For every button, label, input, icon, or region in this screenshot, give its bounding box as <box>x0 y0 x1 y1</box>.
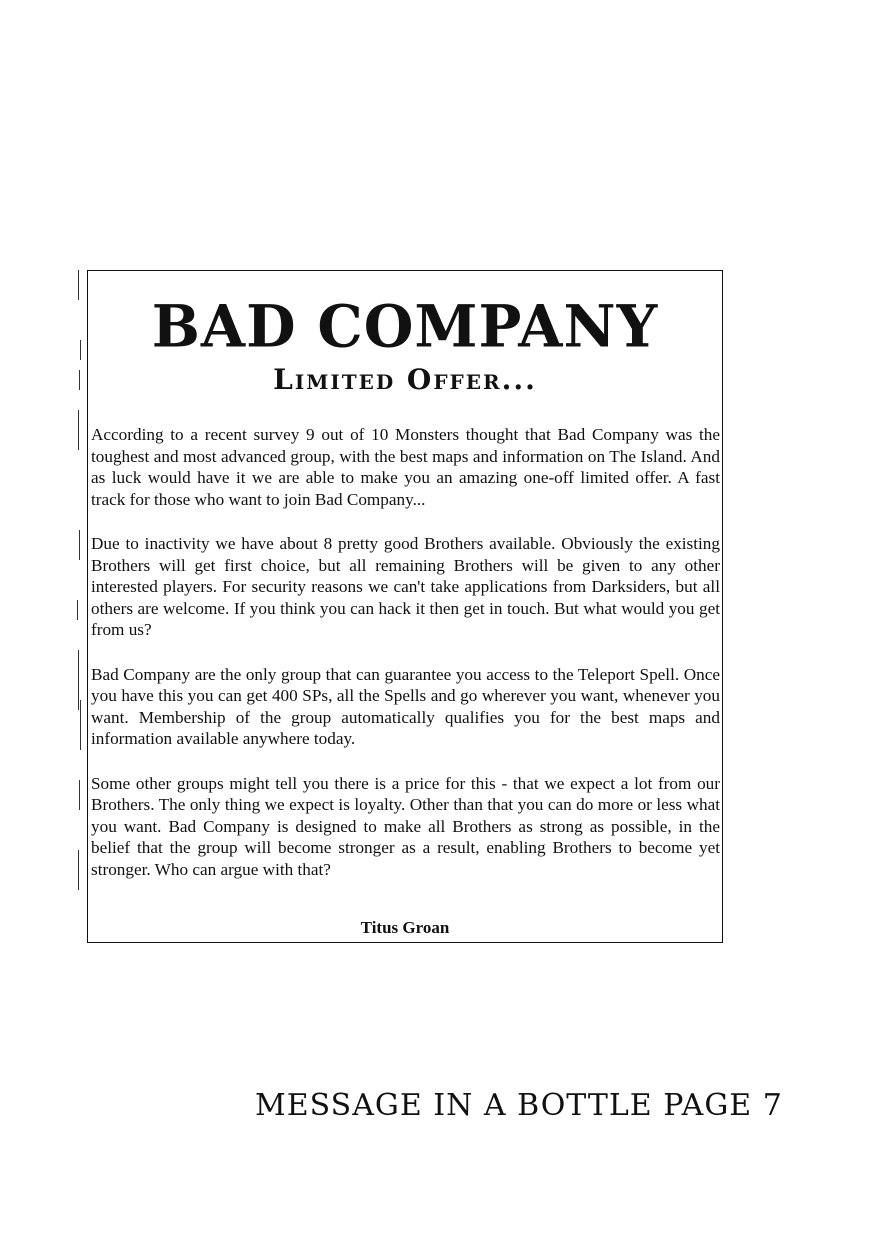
ad-subtitle: Limited Offer... <box>273 363 537 396</box>
ad-body <box>91 424 720 903</box>
ad-paragraph: According to a recent survey 9 out of 10 Monsters thought that Bad Company was the toughest and most advanced group, with the best maps and information on The Island. And as luck would have it we are able to make you an amazing one-off limited offer. A fast track for those who want to join Bad Company... <box>91 425 720 509</box>
ad-signature: Titus Groan <box>360 918 450 937</box>
ad-paragraph: Some other groups might tell you there is a price for this - that we expect a lot from our Brothers. The only thing we expect is loyalty. Other than that you can do more or less what you want. Bad Company is designed to make all Brothers as strong as possible, in the belief that the group will become stronger as a result, enabling Brothers to become yet stronger. Who can argue with that? <box>91 773 720 879</box>
page-footer: MESSAGE IN A BOTTLE PAGE 7 <box>255 1088 783 1123</box>
scan-margin-lines <box>74 270 84 910</box>
ad-paragraph: Due to inactivity we have about 8 pretty good Brothers available. Obviously the existing Brothers will get first choice, but all remaining Brothers will be given to any other interested players. For security reasons we can't take applications from Darksiders, but all others are welcome. If you think you can hack it then get in touch. But what would you get from us? <box>91 534 720 639</box>
ad-title: BAD COMPANY <box>151 292 659 361</box>
advertisement-box <box>87 270 723 943</box>
ad-paragraph: Bad Company are the only group that can guarantee you access to the Teleport Spell. Once you have this you can get 400 SPs, all the Spells and go wherever you want, whenever you want. Membership of the group automatically qualifies you for the best maps and information available anywhere today. <box>91 664 720 748</box>
